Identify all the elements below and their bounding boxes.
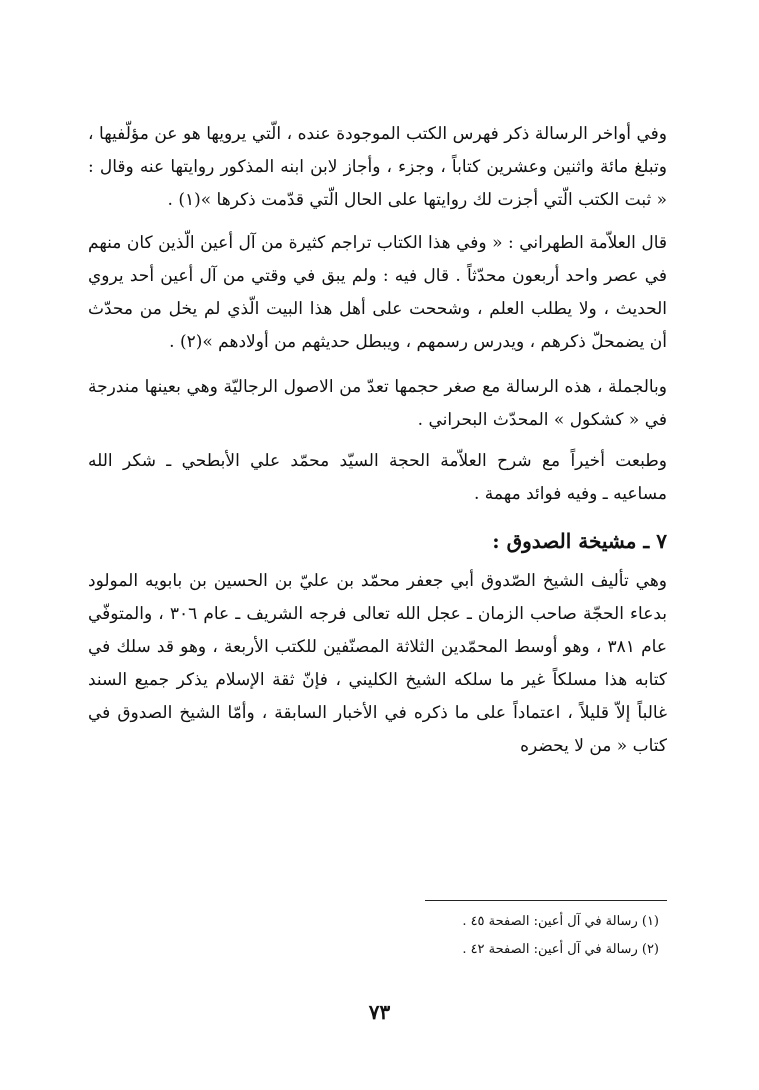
paragraph-fihrist: وفي أواخر الرسالة ذكر فهرس الكتب الموجودة عنده ، الّتي يرويها هو عن مؤلّفيها ، وتبلغ مائة واثنين وعشرين كتاباً ، وجزء ، وأجاز لابن ابنه المذكور روايتها عنه وقال : « ثبت الكتب الّتي أجزت لك روايتها على الحال الّتي قدّمت ذكرها »(١) .: [88, 124, 667, 210]
footnote-2: (٢) رسالة في آل أعين: الصفحة ٤٢ .: [462, 942, 659, 957]
paragraph-summary: وبالجملة ، هذه الرسالة مع صغر حجمها تعدّ من الاصول الرجاليّة وهي بعينها مندرجة في « كشكول » المحدّث البحراني .: [88, 377, 667, 430]
footnote-1: (١) رسالة في آل أعين: الصفحة ٤٥ .: [462, 914, 659, 929]
section-heading: ٧ ـ مشيخة الصدوق :: [492, 529, 667, 553]
paragraph-tehrani-quote: قال العلاّمة الطهراني : « وفي هذا الكتاب تراجم كثيرة من آل أعين الّذين كان منهم في عصر واحد أربعون محدّثاً . قال فيه : ولم يبق في وقتي من آل أعين أحد يروي الحديث ، ولا يطلب العلم ، وشححت على أهل هذا البيت الّذي لم يخل من محدّث أن يضمحلّ ذكرهم ، ويدرس رسمهم ، ويبطل حديثهم من أولادهم »(٢) .: [88, 233, 667, 352]
main-text: [88, 118, 667, 773]
footnotes: [319, 908, 659, 964]
paragraph-printing: وطبعت أخيراً مع شرح العلاّمة الحجة السيّد محمّد علي الأبطحي ـ شكر الله مساعيه ـ وفيه فوائد مهمة .: [88, 451, 667, 504]
page-number: ٧٣: [368, 1000, 391, 1024]
footnote-divider: [425, 900, 667, 901]
paragraph-mashyakha: وهي تأليف الشيخ الصّدوق أبي جعفر محمّد بن عليّ بن الحسين بن بابويه المولود بدعاء الحجّة صاحب الزمان ـ عجل الله تعالى فرجه الشريف ـ عام ٣٠٦ ، والمتوفّي عام ٣٨١ ، وهو أوسط المحمّدين الثلاثة المصنّفين للكتب الأربعة ، وهو قد سلك في كتابه هذا مسلكاً غير ما سلكه الشيخ الكليني ، فإنّ ثقة الإسلام يذكر جميع السند غالباً إلاّ قليلاً ، اعتماداً على ما ذكره في الأخبار السابقة ، وأمّا الشيخ الصدوق في كتاب « من لا يحضره: [88, 571, 667, 756]
